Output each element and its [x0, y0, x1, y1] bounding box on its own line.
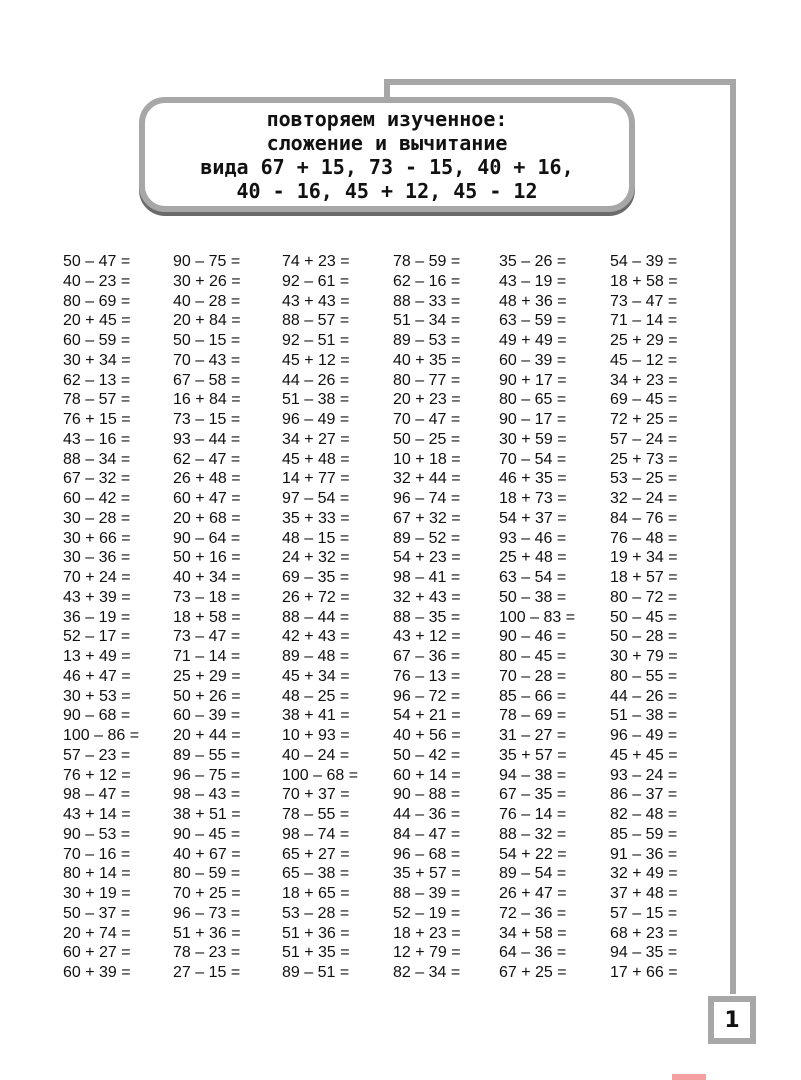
exercise-item: 44 – 26 = — [610, 687, 678, 705]
exercise-item: 64 – 36 = — [499, 944, 567, 962]
exercise-item: 34 + 27 = — [282, 430, 350, 448]
exercise-item: 78 – 69 = — [499, 707, 567, 725]
exercise-item: 18 + 73 = — [499, 490, 567, 507]
exercise-item: 43 + 14 = — [63, 806, 131, 823]
exercise-item: 62 – 47 = — [173, 450, 241, 468]
edge-mark — [672, 1074, 706, 1080]
title-line-3: вида 67 + 15, 73 - 15, 40 + 16, — [200, 154, 574, 179]
exercise-item: 50 + 26 = — [173, 687, 241, 705]
exercise-item: 93 – 46 = — [499, 529, 567, 547]
exercise-item: 30 + 79 = — [610, 648, 678, 665]
exercise-item: 16 + 84 = — [173, 391, 241, 409]
exercise-item: 89 – 48 = — [282, 648, 350, 665]
exercise-item: 94 – 35 = — [610, 944, 678, 962]
exercise-item: 88 – 32 = — [499, 825, 567, 843]
exercise-item: 100 – 68 = — [282, 766, 359, 784]
exercise-item: 98 – 47 = — [63, 786, 131, 804]
exercise-item: 94 – 38 = — [499, 766, 567, 784]
exercise-item: 67 – 32 = — [63, 470, 131, 488]
exercise-item: 30 + 26 = — [173, 272, 241, 290]
exercise-item: 40 + 67 = — [173, 845, 241, 863]
exercise-item: 76 – 48 = — [610, 529, 678, 547]
exercise-item: 88 – 39 = — [393, 885, 461, 902]
exercise-item: 20 + 74 = — [63, 924, 131, 942]
page-number-box — [708, 996, 756, 1044]
exercise-item: 48 – 25 = — [282, 687, 350, 705]
exercise-item: 43 – 19 = — [499, 272, 567, 290]
exercise-item: 96 – 75 = — [173, 766, 241, 784]
exercise-item: 88 – 34 = — [63, 450, 131, 468]
exercise-item: 70 + 24 = — [63, 569, 131, 586]
exercise-item: 82 – 34 = — [393, 964, 461, 981]
exercise-item: 80 – 69 = — [63, 292, 131, 310]
exercise-item: 51 + 36 = — [282, 924, 350, 942]
exercise-item: 45 + 48 = — [282, 450, 350, 468]
exercise-item: 93 – 44 = — [173, 430, 241, 448]
exercise-column-5 — [499, 252, 575, 983]
exercise-item: 62 – 16 = — [393, 272, 461, 290]
exercise-item: 70 – 16 = — [63, 845, 131, 863]
exercise-item: 67 + 32 = — [393, 509, 461, 527]
exercise-item: 37 + 48 = — [610, 885, 678, 902]
exercise-item: 80 – 77 = — [393, 371, 461, 389]
title-line-1: повторяем изученное: — [266, 106, 508, 131]
exercise-item: 43 + 12 = — [393, 628, 461, 646]
page-frame-top — [384, 79, 736, 85]
exercise-item: 30 + 66 = — [63, 529, 131, 547]
title-box — [139, 97, 635, 212]
exercise-item: 51 + 35 = — [282, 944, 350, 962]
exercise-item: 51 – 38 = — [282, 391, 350, 409]
exercise-item: 51 + 36 = — [173, 924, 241, 942]
exercise-item: 30 + 34 = — [63, 351, 131, 369]
exercise-item: 76 – 13 = — [393, 667, 461, 685]
exercise-item: 90 + 17 = — [499, 371, 567, 389]
exercise-item: 46 + 35 = — [499, 470, 567, 488]
exercise-item: 89 – 52 = — [393, 529, 461, 547]
exercise-item: 32 + 49 = — [610, 865, 678, 883]
exercise-item: 96 – 73 = — [173, 904, 241, 922]
exercise-item: 26 + 47 = — [499, 885, 567, 902]
exercise-item: 89 – 51 = — [282, 964, 350, 981]
exercise-item: 98 – 41 = — [393, 569, 461, 586]
exercise-item: 89 – 54 = — [499, 865, 567, 883]
exercise-item: 48 + 36 = — [499, 292, 567, 310]
exercise-item: 88 – 44 = — [282, 608, 350, 626]
exercise-item: 89 – 55 = — [173, 746, 241, 764]
exercise-item: 53 – 25 = — [610, 470, 678, 488]
exercise-item: 70 + 37 = — [282, 786, 350, 804]
exercise-item: 24 + 32 = — [282, 549, 350, 567]
exercise-item: 38 + 41 = — [282, 707, 350, 725]
exercise-item: 82 – 48 = — [610, 806, 678, 823]
exercise-item: 65 – 38 = — [282, 865, 350, 883]
exercise-item: 25 + 73 = — [610, 450, 678, 468]
exercise-item: 80 – 72 = — [610, 588, 678, 606]
exercise-item: 10 + 18 = — [393, 450, 461, 468]
exercise-item: 20 + 45 = — [63, 312, 131, 330]
exercise-item: 54 + 23 = — [393, 549, 461, 567]
exercise-item: 60 – 39 = — [499, 351, 567, 369]
exercise-item: 63 – 59 = — [499, 312, 567, 330]
exercise-item: 40 – 24 = — [282, 746, 350, 764]
title-line-2: сложение и вычитание — [266, 130, 508, 155]
exercise-item: 84 – 76 = — [610, 509, 678, 527]
exercise-item: 35 + 57 = — [499, 746, 567, 764]
exercise-item: 98 – 43 = — [173, 786, 241, 804]
exercise-item: 73 – 18 = — [173, 588, 241, 606]
exercise-item: 31 – 27 = — [499, 727, 567, 744]
exercise-item: 50 – 15 = — [173, 332, 241, 349]
exercise-item: 90 – 46 = — [499, 628, 567, 646]
exercise-column-3 — [282, 252, 358, 983]
exercise-item: 60 – 42 = — [63, 490, 131, 507]
exercise-item: 60 + 47 = — [173, 490, 241, 507]
exercise-item: 51 – 34 = — [393, 312, 461, 330]
exercise-item: 78 – 55 = — [282, 806, 350, 823]
exercise-columns — [0, 252, 801, 992]
exercise-column-4 — [393, 252, 461, 983]
exercise-item: 43 + 39 = — [63, 588, 131, 606]
exercise-item: 54 – 39 = — [610, 253, 678, 270]
exercise-item: 18 + 65 = — [282, 885, 350, 902]
exercise-item: 92 – 61 = — [282, 272, 350, 290]
exercise-item: 54 + 37 = — [499, 509, 567, 527]
exercise-item: 43 – 16 = — [63, 430, 131, 448]
exercise-item: 25 + 48 = — [499, 549, 567, 567]
exercise-item: 90 – 64 = — [173, 529, 241, 547]
exercise-item: 45 + 34 = — [282, 667, 350, 685]
exercise-item: 54 + 22 = — [499, 845, 567, 863]
exercise-item: 18 + 58 = — [610, 272, 678, 290]
exercise-item: 80 – 55 = — [610, 667, 678, 685]
exercise-item: 12 + 79 = — [393, 944, 461, 962]
exercise-item: 30 – 36 = — [63, 549, 131, 567]
exercise-item: 60 – 59 = — [63, 332, 131, 349]
exercise-item: 20 + 44 = — [173, 727, 241, 744]
exercise-item: 54 + 21 = — [393, 707, 461, 725]
exercise-item: 45 + 45 = — [610, 746, 678, 764]
exercise-item: 73 – 47 = — [173, 628, 241, 646]
exercise-item: 25 + 29 = — [173, 667, 241, 685]
exercise-item: 10 + 93 = — [282, 727, 350, 744]
exercise-item: 20 + 68 = — [173, 509, 241, 527]
exercise-item: 40 + 34 = — [173, 569, 241, 586]
exercise-item: 96 – 74 = — [393, 490, 461, 507]
exercise-item: 80 – 65 = — [499, 391, 567, 409]
exercise-item: 71 – 14 = — [173, 648, 241, 665]
exercise-item: 38 + 51 = — [173, 806, 241, 823]
exercise-item: 53 – 28 = — [282, 904, 350, 922]
exercise-item: 90 – 75 = — [173, 253, 241, 270]
exercise-item: 40 + 35 = — [393, 351, 461, 369]
exercise-item: 50 – 37 = — [63, 904, 131, 922]
exercise-item: 35 + 57 = — [393, 865, 461, 883]
exercise-item: 50 – 45 = — [610, 608, 678, 626]
exercise-item: 96 – 49 = — [282, 411, 350, 428]
exercise-item: 18 + 58 = — [173, 608, 241, 626]
exercise-item: 65 + 27 = — [282, 845, 350, 863]
exercise-item: 34 + 58 = — [499, 924, 567, 942]
exercise-item: 30 + 59 = — [499, 430, 567, 448]
exercise-item: 72 – 36 = — [499, 904, 567, 922]
exercise-item: 44 – 26 = — [282, 371, 350, 389]
exercise-item: 26 + 72 = — [282, 588, 350, 606]
exercise-item: 52 – 17 = — [63, 628, 131, 646]
exercise-item: 40 – 23 = — [63, 272, 131, 290]
exercise-item: 76 + 15 = — [63, 411, 131, 428]
exercise-item: 43 + 43 = — [282, 292, 350, 310]
exercise-item: 60 + 27 = — [63, 944, 131, 962]
exercise-item: 57 – 24 = — [610, 430, 678, 448]
exercise-item: 89 – 53 = — [393, 332, 461, 349]
exercise-item: 35 – 26 = — [499, 253, 567, 270]
exercise-item: 36 – 19 = — [63, 608, 131, 626]
exercise-column-1 — [63, 252, 139, 983]
exercise-item: 76 + 12 = — [63, 766, 131, 784]
exercise-item: 71 – 14 = — [610, 312, 678, 330]
exercise-item: 50 – 25 = — [393, 430, 461, 448]
exercise-item: 98 – 74 = — [282, 825, 350, 843]
exercise-item: 73 – 47 = — [610, 292, 678, 310]
exercise-item: 92 – 51 = — [282, 332, 350, 349]
exercise-item: 91 – 36 = — [610, 845, 678, 863]
exercise-column-6 — [610, 252, 678, 983]
exercise-item: 63 – 54 = — [499, 569, 567, 586]
exercise-item: 70 – 43 = — [173, 351, 241, 369]
exercise-item: 70 – 54 = — [499, 450, 567, 468]
exercise-item: 90 – 53 = — [63, 825, 131, 843]
exercise-item: 80 – 45 = — [499, 648, 567, 665]
exercise-item: 88 – 35 = — [393, 608, 461, 626]
exercise-item: 30 – 28 = — [63, 509, 131, 527]
exercise-item: 85 – 66 = — [499, 687, 567, 705]
exercise-item: 34 + 23 = — [610, 371, 678, 389]
exercise-item: 45 + 12 = — [282, 351, 350, 369]
exercise-item: 40 + 56 = — [393, 727, 461, 744]
exercise-item: 50 + 16 = — [173, 549, 241, 567]
exercise-item: 46 + 47 = — [63, 667, 131, 685]
exercise-item: 45 – 12 = — [610, 351, 678, 369]
exercise-item: 60 + 14 = — [393, 766, 461, 784]
exercise-item: 32 + 44 = — [393, 470, 461, 488]
exercise-item: 14 + 77 = — [282, 470, 350, 488]
exercise-item: 90 – 17 = — [499, 411, 567, 428]
exercise-item: 18 + 23 = — [393, 924, 461, 942]
exercise-item: 93 – 24 = — [610, 766, 678, 784]
exercise-item: 69 – 45 = — [610, 391, 678, 409]
exercise-item: 42 + 43 = — [282, 628, 350, 646]
exercise-item: 85 – 59 = — [610, 825, 678, 843]
exercise-item: 26 + 48 = — [173, 470, 241, 488]
exercise-item: 70 + 25 = — [173, 885, 241, 902]
exercise-item: 32 + 43 = — [393, 588, 461, 606]
exercise-item: 17 + 66 = — [610, 964, 678, 981]
exercise-item: 52 – 19 = — [393, 904, 461, 922]
exercise-item: 78 – 59 = — [393, 253, 461, 270]
exercise-item: 76 – 14 = — [499, 806, 567, 823]
page-number: 1 — [724, 1007, 740, 1033]
exercise-item: 57 – 23 = — [63, 746, 131, 764]
exercise-item: 27 – 15 = — [173, 964, 241, 981]
exercise-item: 73 – 15 = — [173, 411, 241, 428]
exercise-item: 69 – 35 = — [282, 569, 350, 586]
exercise-item: 78 – 23 = — [173, 944, 241, 962]
exercise-item: 50 – 38 = — [499, 588, 567, 606]
exercise-item: 60 – 39 = — [173, 707, 241, 725]
exercise-item: 13 + 49 = — [63, 648, 131, 665]
exercise-item: 100 – 86 = — [63, 727, 140, 744]
exercise-item: 96 – 72 = — [393, 687, 461, 705]
exercise-item: 90 – 45 = — [173, 825, 241, 843]
exercise-item: 19 + 34 = — [610, 549, 678, 567]
exercise-item: 96 – 68 = — [393, 845, 461, 863]
exercise-item: 100 – 83 = — [499, 608, 576, 626]
exercise-item: 78 – 57 = — [63, 391, 131, 409]
exercise-item: 48 – 15 = — [282, 529, 350, 547]
exercise-item: 18 + 57 = — [610, 569, 678, 586]
exercise-item: 70 – 28 = — [499, 667, 567, 685]
exercise-item: 20 + 23 = — [393, 391, 461, 409]
exercise-item: 67 – 58 = — [173, 371, 241, 389]
exercise-item: 25 + 29 = — [610, 332, 678, 349]
title-line-4: 40 - 16, 45 + 12, 45 - 12 — [236, 178, 538, 203]
exercise-item: 90 – 88 = — [393, 786, 461, 804]
exercise-item: 32 – 24 = — [610, 490, 678, 507]
exercise-item: 67 – 35 = — [499, 786, 567, 804]
exercise-item: 44 – 36 = — [393, 806, 461, 823]
exercise-item: 90 – 68 = — [63, 707, 131, 725]
exercise-column-2 — [173, 252, 241, 983]
exercise-item: 72 + 25 = — [610, 411, 678, 428]
exercise-item: 35 + 33 = — [282, 509, 350, 527]
exercise-item: 50 – 47 = — [63, 253, 131, 270]
exercise-item: 51 – 38 = — [610, 707, 678, 725]
exercise-item: 67 – 36 = — [393, 648, 461, 665]
exercise-item: 49 + 49 = — [499, 332, 567, 349]
exercise-item: 30 + 19 = — [63, 885, 131, 902]
exercise-item: 88 – 33 = — [393, 292, 461, 310]
exercise-item: 80 – 59 = — [173, 865, 241, 883]
exercise-item: 97 – 54 = — [282, 490, 350, 507]
exercise-item: 20 + 84 = — [173, 312, 241, 330]
exercise-item: 96 – 49 = — [610, 727, 678, 744]
exercise-item: 62 – 13 = — [63, 371, 131, 389]
exercise-item: 74 + 23 = — [282, 253, 350, 270]
exercise-item: 88 – 57 = — [282, 312, 350, 330]
exercise-item: 68 + 23 = — [610, 924, 678, 942]
exercise-item: 30 + 53 = — [63, 687, 131, 705]
exercise-item: 50 – 42 = — [393, 746, 461, 764]
exercise-item: 84 – 47 = — [393, 825, 461, 843]
exercise-item: 67 + 25 = — [499, 964, 567, 981]
exercise-item: 40 – 28 = — [173, 292, 241, 310]
exercise-item: 60 + 39 = — [63, 964, 131, 981]
exercise-item: 50 – 28 = — [610, 628, 678, 646]
exercise-item: 80 + 14 = — [63, 865, 131, 883]
exercise-item: 86 – 37 = — [610, 786, 678, 804]
exercise-item: 57 – 15 = — [610, 904, 678, 922]
exercise-item: 70 – 47 = — [393, 411, 461, 428]
